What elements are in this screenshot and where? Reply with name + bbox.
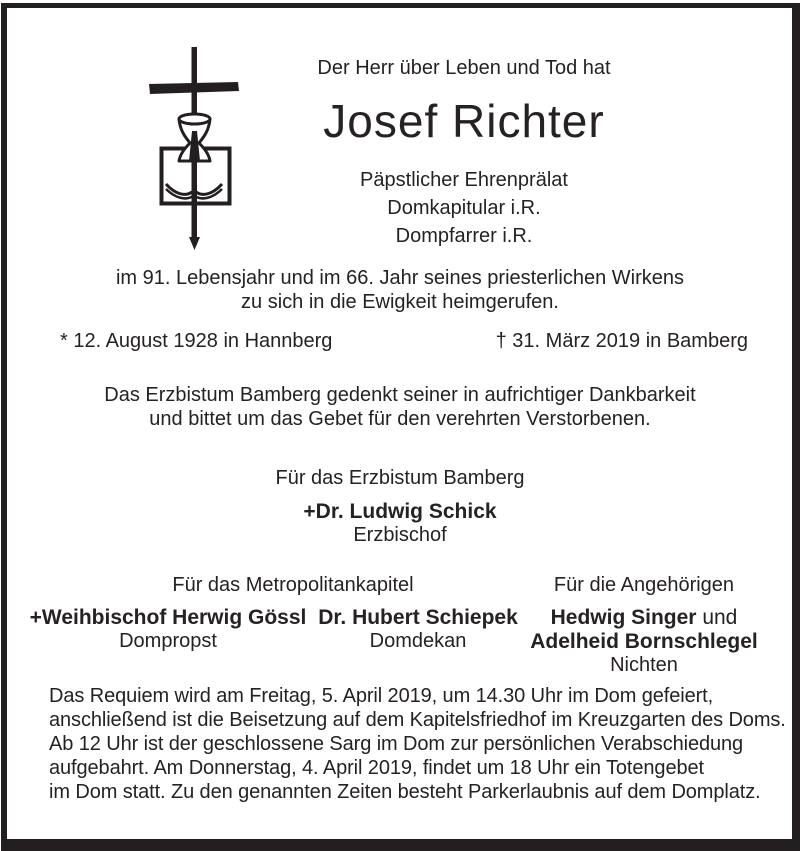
passing-line: im 91. Lebensjahr und im 66. Jahr seines priesterlichen Wirkens xyxy=(115,267,685,289)
signatory-name: Dr. Hubert Schiepek xyxy=(318,606,518,629)
passing-line: zu sich in die Ewigkeit heimgerufen. xyxy=(241,291,559,313)
death-date: † 31. März 2019 in Bamberg xyxy=(495,330,748,352)
gratitude-line: und bittet um das Gebet für den verehrten Verstorbenen. xyxy=(149,408,651,430)
signatory-column-angehoerige xyxy=(394,606,800,677)
deceased-titles xyxy=(128,166,800,250)
gratitude-line: Das Erzbistum Bamberg gedenkt seiner in aufrichtiger Dankbarkeit xyxy=(104,384,696,406)
signatory-name-line xyxy=(394,606,800,630)
passing-text xyxy=(0,266,800,314)
signatory-role: Dompropst xyxy=(119,630,217,652)
erzbistum-signatory-name: +Dr. Ludwig Schick xyxy=(303,500,497,523)
funeral-line: anschließend ist die Beisetzung auf dem Kapitelsfriedhof im Kreuzgarten des Doms. xyxy=(49,709,786,731)
funeral-line: Das Requiem wird am Freitag, 5. April 2019, um 14.30 Uhr im Dom gefeiert, xyxy=(49,685,714,707)
metropolitankapitel-header: Für das Metropolitankapitel xyxy=(172,574,414,596)
birth-date: * 12. August 1928 in Hannberg xyxy=(60,330,333,352)
funeral-details xyxy=(49,684,786,804)
erzbistum-signatory-role: Erzbischof xyxy=(353,524,447,546)
title-line: Päpstlicher Ehrenprälat xyxy=(360,169,568,191)
title-line: Dompfarrer i.R. xyxy=(395,225,533,247)
funeral-line: aufgebahrt. Am Donnerstag, 4. April 2019, findet um 18 Uhr ein Totengebet xyxy=(49,757,704,779)
funeral-line: Ab 12 Uhr ist der geschlossene Sarg im Dom zur persönlichen Verabschiedung xyxy=(49,733,744,755)
signatory-name: +Weihbischof Herwig Gössl xyxy=(29,606,307,629)
signatory-name-line: Adelheid Bornschlegel xyxy=(530,630,758,653)
title-line: Domkapitular i.R. xyxy=(387,197,541,219)
signatory-role: Nichten xyxy=(610,654,678,676)
signatory-role: Domdekan xyxy=(369,630,467,652)
signatory-name-bold: Hedwig Singer xyxy=(550,606,697,629)
gratitude-text xyxy=(0,383,800,431)
erzbistum-header: Für das Erzbistum Bamberg xyxy=(275,467,525,489)
signatory-name-suffix: und xyxy=(696,606,738,629)
intro-line: Der Herr über Leben und Tod hat xyxy=(317,57,611,79)
funeral-line: im Dom statt. Zu den genannten Zeiten besteht Parkerlaubnis auf dem Domplatz. xyxy=(49,781,761,803)
angehoerige-header: Für die Angehörigen xyxy=(553,574,735,596)
deceased-name: Josef Richter xyxy=(323,95,605,147)
